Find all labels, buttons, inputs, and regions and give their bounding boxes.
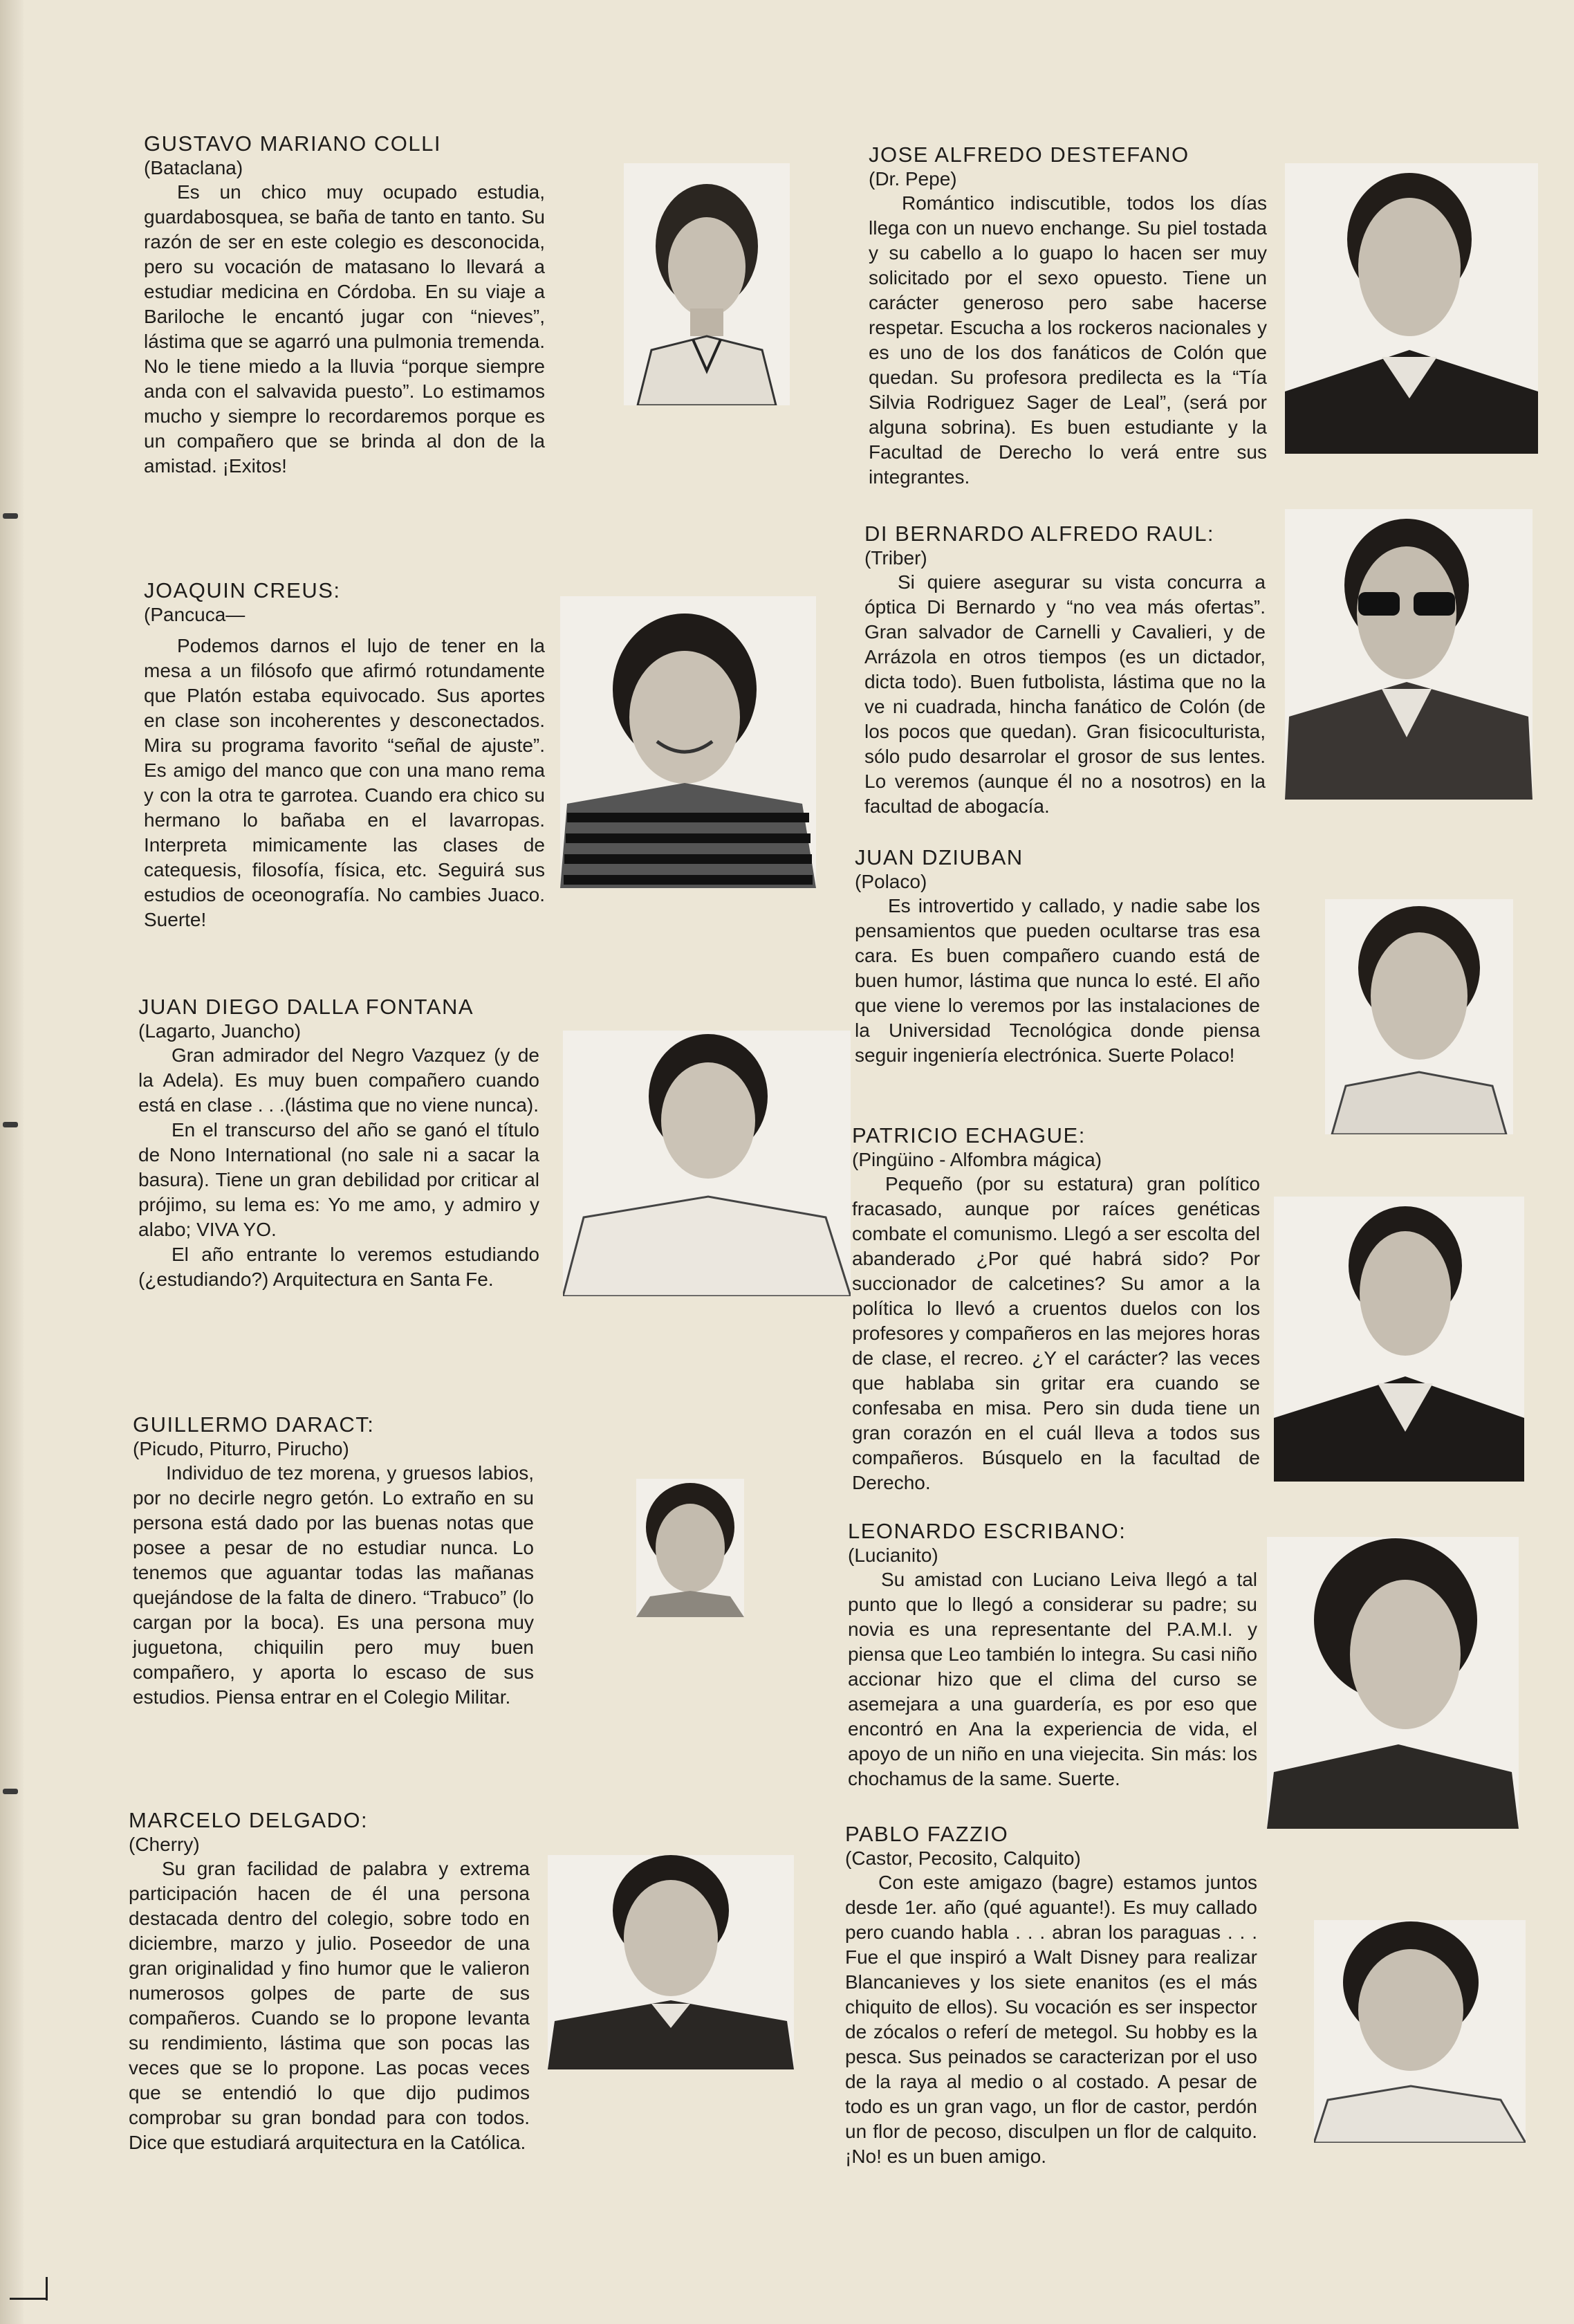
student-entry bbox=[129, 1808, 530, 2155]
portrait-image bbox=[624, 163, 790, 405]
student-photo bbox=[1285, 509, 1533, 800]
student-name: LEONARDO ESCRIBANO: bbox=[848, 1519, 1127, 1543]
portrait-image bbox=[563, 1031, 851, 1296]
student-photo bbox=[1274, 1197, 1524, 1482]
page-footer-tick bbox=[46, 2277, 48, 2300]
student-nickname: (Castor, Pecosito, Calquito) bbox=[845, 1847, 1081, 1869]
student-entry bbox=[848, 1519, 1257, 1791]
student-photo bbox=[560, 596, 816, 888]
student-name: JOAQUIN CREUS: bbox=[144, 578, 341, 602]
student-description: Es introvertido y callado, y nadie sabe los pensamientos que pueden ocultarse tras esa cara. Es buen compañero cuando está de buen humor, lástima que nunca lo esté. El año que viene lo veremos por las instalaciones de la Universidad Tecnológica donde piensa seguir ingeniería electrónica. Suerte Polaco! bbox=[855, 895, 1260, 1066]
student-name: PABLO FAZZIO bbox=[845, 1822, 1009, 1846]
student-photo bbox=[1314, 1920, 1526, 2143]
student-photo bbox=[1285, 163, 1538, 454]
student-nickname: (Lucianito) bbox=[848, 1544, 938, 1566]
portrait-image bbox=[636, 1479, 744, 1617]
student-entry bbox=[852, 1123, 1260, 1495]
student-description: Su amistad con Luciano Leiva llegó a tal punto que lo llegó a considerar su padre; su novia es una representante del P.A.M.I. y piensa que Leo también lo integra. Su casi niño accionar hizo que el clima del curso se asemejara a una guardería, es por eso que encontró en Ana la experiencia de vida, el apoyo de un niño en una viejecita. Sin más: los chochamus de la same. Suerte. bbox=[848, 1569, 1257, 1789]
student-entry bbox=[144, 578, 545, 932]
staple-mark bbox=[3, 1789, 18, 1794]
student-description: Su gran facilidad de palabra y extrema participación hacen de él una persona destacada dentro del colegio, sobre todo en diciembre, marzo y julio. Poseedor de una gran originalidad y fino humor que le valieron numerosos golpes de parte de sus compañeros. Cuando se lo propone levanta su rendimiento, lástima que son pocas las veces que se lo propone. Las pocas veces que se entendió lo que dijo pudimos comprobar su gran bondad para con todos. Dice que estudiará arquitectura en la Católica. bbox=[129, 1858, 530, 2153]
student-photo bbox=[548, 1855, 794, 2069]
student-nickname: (Dr. Pepe) bbox=[869, 168, 957, 190]
student-photo bbox=[1325, 899, 1513, 1134]
student-name: JUAN DZIUBAN bbox=[855, 845, 1024, 869]
student-description: Individuo de tez morena, y gruesos labios, por no decirle negro getón. Lo extraño en su persona está dado por las buenas notas que posee a pesar de no estudiar nunca. Lo tenemos que aguantar todas las mañanas quejándose de la falta de dinero. “Trabuco” (lo cargan por la boca). Es una persona muy juguetona, chiquilin pero muy buen compañero, y aporta lo escaso de sus estudios. Piensa entrar en el Colegio Militar. bbox=[133, 1462, 534, 1708]
portrait-image bbox=[1314, 1920, 1526, 2143]
student-name: GUILLERMO DARACT: bbox=[133, 1412, 375, 1437]
portrait-image bbox=[548, 1855, 794, 2069]
student-nickname: (Polaco) bbox=[855, 871, 927, 892]
student-nickname: (Picudo, Piturro, Pirucho) bbox=[133, 1438, 349, 1459]
student-name: GUSTAVO MARIANO COLLI bbox=[144, 131, 441, 156]
student-photo bbox=[563, 1031, 851, 1296]
student-description: Pequeño (por su estatura) gran político fracasado, aunque por raíces genéticas combate el comunismo. Llegó a ser escolta del abanderado ¿Por qué habrá sido? Por succionador de calcetines? Su amor a la política lo llevó a cruentos duelos con los profesores y compañeros en las mejores horas de clase, el recreo. ¿Y el carácter? las veces que hablaba sin gritar era cuando se confesaba en misa. Pero sin duda tiene un gran corazón en el cuál lleva a todos sus compañeros. Búsquelo en la facultad de Derecho. bbox=[852, 1173, 1260, 1493]
staple-mark bbox=[3, 513, 18, 519]
student-photo bbox=[1267, 1537, 1519, 1829]
student-entry bbox=[869, 142, 1267, 490]
portrait-image bbox=[1274, 1197, 1524, 1482]
student-name: PATRICIO ECHAGUE: bbox=[852, 1123, 1086, 1147]
student-nickname: (Cherry) bbox=[129, 1834, 200, 1855]
student-nickname: (Pancuca— bbox=[144, 604, 246, 625]
student-nickname: (Triber) bbox=[864, 547, 927, 569]
student-description: Podemos darnos el lujo de tener en la mesa a un filósofo que afirmó rotundamente que Platón estaba equivocado. Sus aportes en clase son incoherentes y desconectados. Mira su programa favorito “señal de ajuste”. Es amigo del manco que con una mano rema y con la otra te garrotea. Cuando era chico su hermano lo bañaba en el lavarropas. Interpreta mimicamente las clases de catequesis, filosofía, física, etc. Seguirá sus estudios de oceonografía. No cambies Juaco. Suerte! bbox=[144, 635, 545, 930]
student-description: Gran admirador del Negro Vazquez (y de la Adela). Es muy buen compañero cuando está en clase . . .(lástima que no viene nunca). bbox=[138, 1044, 539, 1116]
student-name: JUAN DIEGO DALLA FONTANA bbox=[138, 995, 474, 1019]
student-description: Es un chico muy ocupado estudia, guardabosquea, se baña de tanto en tanto. Su razón de ser en este colegio es desconocida, pero su vocación de matasano lo llevará a estudiar medicina en Córdoba. En su viaje a Bariloche le encantó jugar con “nieves”, lástima que se agarró una pulmonia tremenda. No le tiene miedo a la lluvia “porque siempre anda con el salvavida puesto”. Lo estimamos mucho y siempre lo recordaremos porque es un compañero que se brinda al don de la amistad. ¡Exitos! bbox=[144, 181, 545, 477]
student-name: MARCELO DELGADO: bbox=[129, 1808, 369, 1832]
student-description: Romántico indiscutible, todos los días llega con un nuevo enchange. Su piel tostada y su cabello a lo guapo lo hacen ser muy solicitado por el sexo opuesto. Tiene un carácter generoso pero sabe hacerse respetar. Escucha a los rockeros nacionales y es uno de los dos fanáticos de Colón que quedan. Su profesora predilecta es la “Tía Silvia Rodriguez Sager de Leal”, (será por alguna sobrina). Es buen estudiante y la Facultad de Derecho lo verá entre sus integrantes. bbox=[869, 192, 1267, 488]
student-name: DI BERNARDO ALFREDO RAUL: bbox=[864, 522, 1215, 546]
portrait-image bbox=[1285, 163, 1538, 454]
portrait-image bbox=[1285, 509, 1533, 800]
page-footer-mark bbox=[10, 2298, 46, 2300]
student-name: JOSE ALFREDO DESTEFANO bbox=[869, 142, 1189, 167]
portrait-image bbox=[560, 596, 816, 888]
student-entry bbox=[138, 995, 539, 1292]
student-entry bbox=[864, 522, 1266, 819]
student-entry bbox=[855, 845, 1260, 1068]
student-entry bbox=[845, 1822, 1257, 2169]
student-photo bbox=[636, 1479, 744, 1617]
student-description: Si quiere asegurar su vista concurra a óptica Di Bernardo y “no vea más ofertas”. Gran salvador de Carnelli y Cavalieri, y de Arrázola en otros tiempos (es un dictador, dicta todo). Buen futbolista, lástima que no la ve ni cuadrada, hincha fanático de Colón (de los pocos que quedan). Gran fisicoculturista, sólo pudo desarrolar el grosor de sus lentes. Lo veremos (aunque él no a nosotros) en la facultad de abogacía. bbox=[864, 571, 1266, 817]
student-nickname: (Pingüino - Alfombra mágica) bbox=[852, 1149, 1102, 1170]
portrait-image bbox=[1325, 899, 1513, 1134]
student-photo bbox=[624, 163, 790, 405]
student-description: Con este amigazo (bagre) estamos juntos desde 1er. año (qué aguante!). Es muy callado pero cuando habla . . . abran los paraguas . . . Fue el que inspiró a Walt Disney para realizar Blancanieves y los siete enanitos (es el más chiquito de ellos). Su vocación es ser inspector de zócalos o referí de metegol. Su hobby es la pesca. Sus peinados se caracterizan por el uso de la raya al medio o al costado. A pesar de todo es un gran vago, un flor de castor, perdón un flor de pecoso, disculpen un flor de calquito. ¡No! es un buen amigo. bbox=[845, 1872, 1257, 2167]
student-description: El año entrante lo veremos estudiando (¿estudiando?) Arquitectura en Santa Fe. bbox=[138, 1244, 539, 1290]
page-binding-edge bbox=[0, 0, 24, 2324]
staple-mark bbox=[3, 1122, 18, 1127]
student-nickname: (Lagarto, Juancho) bbox=[138, 1020, 302, 1042]
student-entry bbox=[133, 1412, 534, 1710]
student-entry bbox=[144, 131, 545, 479]
student-description: En el transcurso del año se ganó el título de Nono International (no sale ni a sacar la basura). Tiene un gran debilidad por criticar al prójimo, su lema es: Yo me amo, y admiro y alabo; VIVA YO. bbox=[138, 1119, 539, 1240]
portrait-image bbox=[1267, 1537, 1519, 1829]
student-nickname: (Bataclana) bbox=[144, 157, 243, 178]
